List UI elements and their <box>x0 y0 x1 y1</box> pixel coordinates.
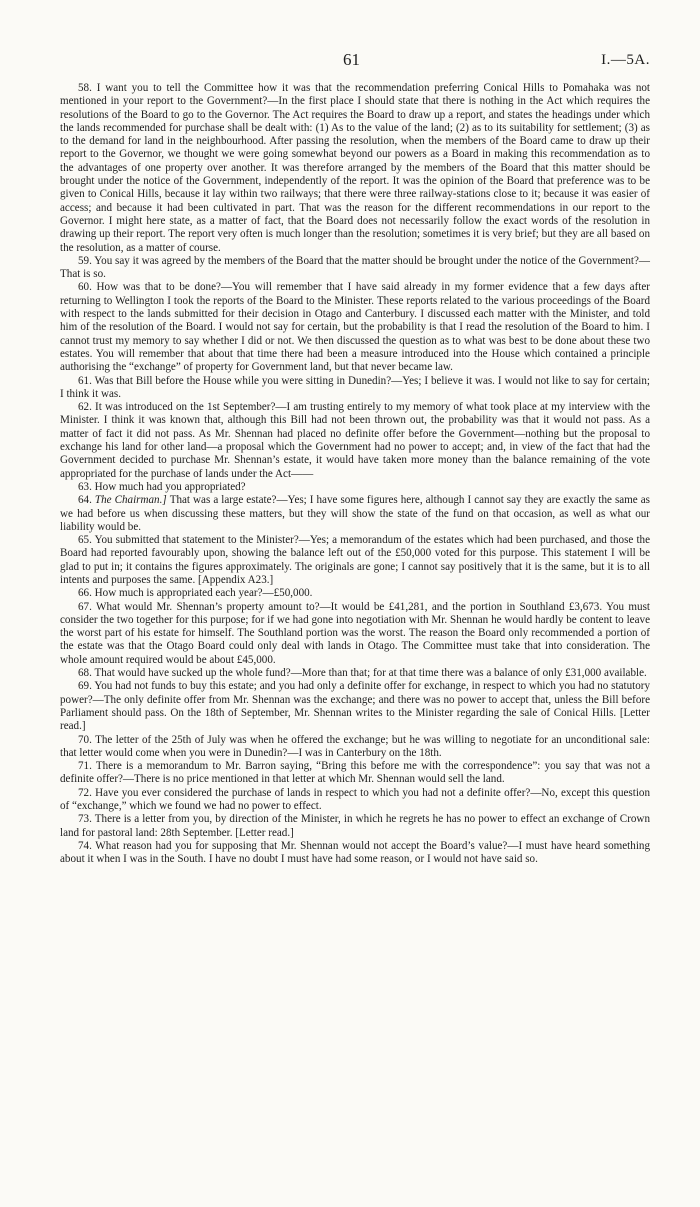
question-paragraph <box>60 760 650 787</box>
question-text: What would Mr. Shennan’s property amount to?—It would be £41,281, and the portion in Southland £3,673. You must consider the two together for this purpose; for if we had gone into negotiation with Mr. Shennan he would hardly be content to leave the worst part of his estate for himself. The Southland portion was the worst. The reason the Board only recommended a portion of the estate was that the Otago Board could only deal with lands in Otago. The Committee must take that into consideration. The whole amount required would be about £45,000. <box>60 600 650 666</box>
question-number: 68. <box>78 667 95 680</box>
question-number: 59. <box>78 254 95 267</box>
question-paragraph <box>60 667 650 680</box>
question-paragraph <box>60 481 650 494</box>
question-paragraph <box>60 734 650 761</box>
question-text: You submitted that statement to the Minister?—Yes; a memorandum of the estates which had been purchased, and those the Board had reported favourably upon, showing the balance left out of the £50,000 voted for this purpose. This statement I will be glad to put in; it contains the figures approximately. The originals are gone; I cannot say positively that it is the same, but it is to all intents and purposes the same. [Appendix A23.] <box>60 534 650 586</box>
question-text: You had not funds to buy this estate; and you had only a definite offer for exchange, in respect to which you had no statutory power?—The only definite offer from Mr. Shennan was the exchange; and there was no power to accept that, unless the Bill before Parliament should pass. On the 18th of September, Mr. Shennan writes to the Minister regarding the sale of Conical Hills. [Letter read.] <box>60 680 651 733</box>
question-number: 64. <box>78 494 95 507</box>
question-text: How was that to be done?—You will remember that I have said already in my former evidence that a few days after returning to Wellington I took the reports of the Board to the Minister. These reports related to the various proceedings of the Board with respect to the lands submitted for their decision in Otago and Canterbury. I discussed each matter with the Minister, and told him of the resolution of the Board. I would not say for certain, but the probability is that I read the resolution of the Board to him. I cannot trust my memory to say whether I did or not. We then discussed the question as to what was best to be done about these two estates. You will remember that about that time there had been a measure introduced into the House which contained a principle authorising the “exchange” of property for Government land, but that never became law. <box>60 281 651 374</box>
question-paragraph <box>60 680 650 733</box>
question-paragraph <box>60 281 650 374</box>
question-number: 58. <box>78 82 97 94</box>
question-paragraph <box>60 401 650 481</box>
question-paragraph <box>60 813 650 840</box>
question-text: You say it was agreed by the members of the Board that the matter should be brought under the notice of the Government?—That is so. <box>60 254 650 281</box>
question-text: Have you ever considered the purchase of lands in respect to which you had not a definite offer?—No, except this question of “exchange,” which we found we had no power to effect. <box>60 786 650 813</box>
question-text: Was that Bill before the House while you were sitting in Dunedin?—Yes; I believe it was. I would not like to say for certain; I think it was. <box>60 374 650 400</box>
question-number: 63. <box>78 480 95 493</box>
question-text: The letter of the 25th of July was when he offered the exchange; but he was willing to negotiate for an unconditional sale: that letter would come when you were in Dunedin?—I was in Canterbury on the 18th. <box>60 733 650 759</box>
question-number: 72. <box>78 786 96 799</box>
question-number: 71. <box>78 760 96 773</box>
question-text: How much had you appropriated? <box>94 480 246 493</box>
page-number: 61 <box>343 50 360 69</box>
document-body <box>60 82 650 867</box>
question-text: There is a memorandum to Mr. Barron saying, “Bring this before me with the correspondence”: you say that was not a definite offer?—There is no price mentioned in that letter at which Mr. Shennan would sell the land. <box>60 760 650 786</box>
question-number: 66. <box>78 587 95 600</box>
question-number: 69. <box>78 680 95 693</box>
question-paragraph <box>60 375 650 402</box>
question-paragraph <box>60 494 650 534</box>
question-text: There is a letter from you, by direction of the Minister, in which he regrets he has no power to effect an exchange of Crown land for pastoral land: 28th September. [Letter read.] <box>60 813 650 839</box>
question-number: 67. <box>78 600 97 613</box>
question-text: That would have sucked up the whole fund?—More than that; for at that time there was a balance of only £31,000 available. <box>94 667 647 680</box>
question-paragraph <box>60 587 650 600</box>
question-number: 60. <box>78 281 97 294</box>
question-number: 62. <box>78 401 96 414</box>
question-number: 65. <box>78 534 95 547</box>
question-paragraph <box>60 255 650 282</box>
question-text: I want you to tell the Committee how it was that the recommendation preferring Conical Hills to Pomahaka was not mentioned in your report to the Government?—In the first place I should state that there is nothing in the Act which requires the resolutions of the Board to go to the Governor. The Act requires the Board to draw up a report, and states the headings under which the lands recommended for purchase shall be dealt with: (1) As to the value of the land; (2) as to its suitability for settlement; (3) as to the demand for land in the neighbourhood. After passing the resolution, when the members of the Board came to draw up their report to the Governor, we thought we were going somewhat beyond our powers as a Board in making this recommendation as to the advantages of one property over another. It was therefore arranged by the members of the Board that this matter should be brought under the notice of the Government, independently of the report. It was the opinion of the Board that preference was to be given to Conical Hills, because it lay within two railways; that there were three railway-stations close to it; because it was easier of access; and because it had been cultivated in part. That was the reason for the different recommendations in our report to the Governor. I might here state, as a matter of fact, that the Board does not necessarily follow the exact words of the resolution in drawing up their report. The report very often is much longer than the resolution; sometimes it is very brief; but they are all based on the resolution, as a matter of course. <box>60 82 651 254</box>
question-number: 73. <box>78 813 95 826</box>
question-text: That was a large estate?—Yes; I have some figures here, although I cannot say they are exactly the same as we had before us when discussing these matters, but they will show the state of the fund on that occasion, as well as what our liability would be. <box>60 494 651 533</box>
question-text: What reason had you for supposing that Mr. Shennan would not accept the Board’s value?—I must have heard something about it when I was in the South. I have no doubt I must have had some reason, or I would not have said so. <box>60 839 650 866</box>
question-paragraph <box>60 82 650 255</box>
question-number: 70. <box>78 733 96 746</box>
question-text: How much is appropriated each year?—£50,000. <box>94 587 313 600</box>
question-paragraph <box>60 601 650 667</box>
question-paragraph <box>60 840 650 867</box>
speaker-label: The Chairman.] <box>94 494 170 507</box>
question-paragraph <box>60 787 650 814</box>
page-header <box>60 44 650 74</box>
question-paragraph <box>60 534 650 587</box>
question-number: 61. <box>78 374 95 387</box>
question-text: It was introduced on the 1st September?—I am trusting entirely to my memory of what took place at my interview with the Minister. I think it was known that, although this Bill had not been thrown out, the probability was that it would not pass. As a matter of fact it did not pass. As Mr. Shennan had placed no definite offer before the Government—nothing but the proposal to exchange his land for other land—a proposal which the Government had no power to accept; and, in view of the fact that had the Government decided to purchase Mr. Shennan’s estate, it would have taken more money than the balance remaining of the vote appropriated for the purchase of lands under the Act—— <box>60 401 650 480</box>
document-reference: I.—5A. <box>601 52 650 68</box>
question-number: 74. <box>78 839 96 852</box>
